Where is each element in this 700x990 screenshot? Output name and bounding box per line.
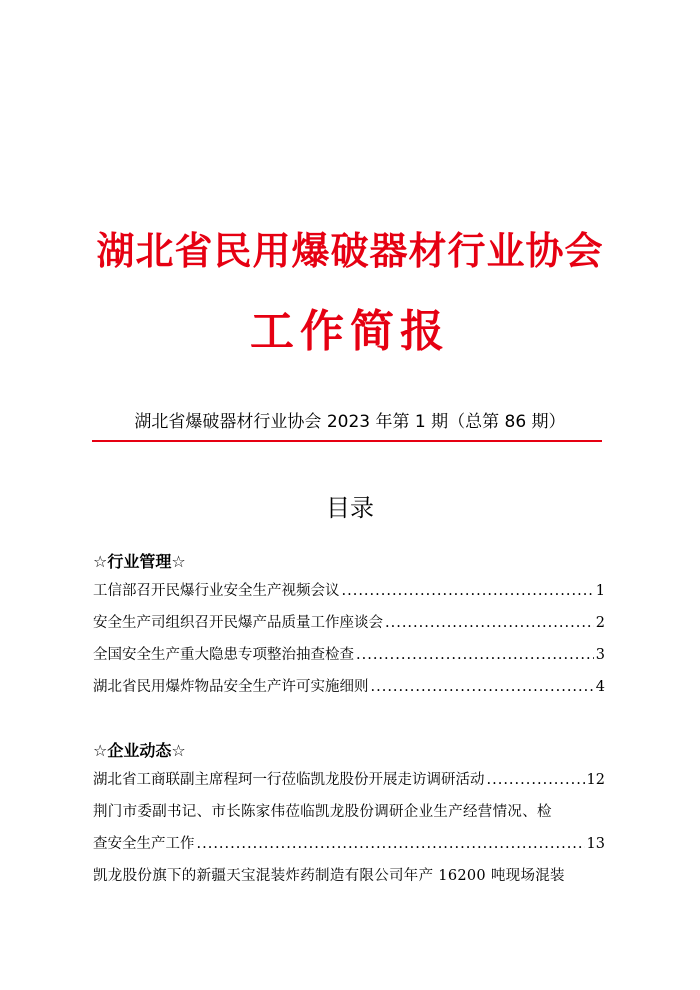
toc-entry[interactable] xyxy=(93,671,605,703)
toc-entry-text: 全国安全生产重大隐患专项整治抽查检查 xyxy=(93,647,354,663)
leader-dots xyxy=(342,575,594,607)
leader-dots xyxy=(385,607,594,639)
organization-title: 湖北省民用爆破器材行业协会 xyxy=(96,228,604,273)
toc-entry-text: 安全生产司组织召开民爆产品质量工作座谈会 xyxy=(93,615,383,631)
toc-entry-text-line1: 荆门市委副书记、市长陈家伟莅临凯龙股份调研企业生产经营情况、检 xyxy=(93,804,552,820)
toc-entry-text-line1[interactable]: 凯龙股份旗下的新疆天宝混装炸药制造有限公司年产 16200 吨现场混装 xyxy=(93,868,565,884)
brief-title: 工作简报 xyxy=(250,306,450,357)
toc-entry-page: 3 xyxy=(595,647,605,663)
toc-entry-text-line2-row xyxy=(93,828,605,860)
red-divider xyxy=(92,440,602,442)
toc-entry[interactable] xyxy=(93,607,605,639)
toc-entry-multiline[interactable] xyxy=(93,796,605,860)
toc-entry-page: 12 xyxy=(586,772,605,788)
toc-section-industry-management xyxy=(93,551,605,703)
toc-entry-page: 1 xyxy=(595,583,605,599)
toc-entry-page: 2 xyxy=(595,615,605,631)
toc-entry-text: 湖北省民用爆炸物品安全生产许可实施细则 xyxy=(93,679,369,695)
leader-dots xyxy=(197,828,585,860)
section-title: ☆行业管理☆ xyxy=(93,552,186,571)
toc-heading: 目录 xyxy=(326,494,374,522)
toc-entry[interactable] xyxy=(93,575,605,607)
issue-number-line: 湖北省爆破器材行业协会 2023 年第 1 期（总第 86 期） xyxy=(134,412,566,432)
leader-dots xyxy=(371,671,594,703)
toc-entry-page: 4 xyxy=(595,679,605,695)
leader-dots xyxy=(356,639,594,671)
section-title: ☆企业动态☆ xyxy=(93,741,186,760)
toc-entry[interactable] xyxy=(93,764,605,796)
toc-entry[interactable] xyxy=(93,639,605,671)
toc-entry-text: 查安全生产工作 xyxy=(93,836,195,852)
toc-entry-text: 工信部召开民爆行业安全生产视频会议 xyxy=(93,583,340,599)
toc-entry-page: 13 xyxy=(586,836,605,852)
leader-dots xyxy=(487,764,585,796)
toc-entry-text: 湖北省工商联副主席程珂一行莅临凯龙股份开展走访调研活动 xyxy=(93,772,485,788)
toc-section-enterprise-news xyxy=(93,740,605,892)
